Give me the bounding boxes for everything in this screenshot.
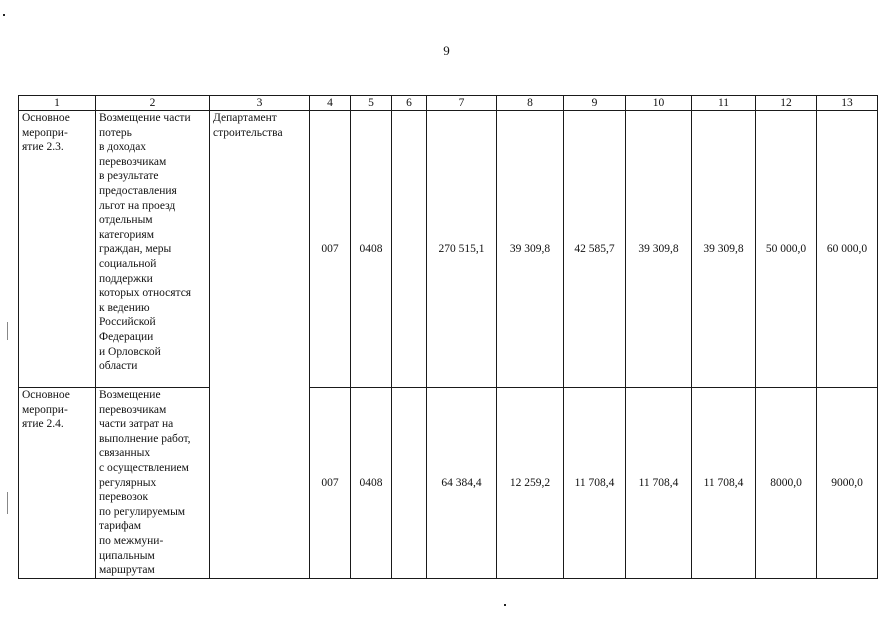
column-header: 10 — [626, 96, 692, 111]
table-row — [19, 388, 878, 579]
scan-artifact-mark — [7, 492, 8, 514]
value-cell-12: 8000,0 — [756, 388, 817, 579]
column-header: 1 — [19, 96, 96, 111]
page-number: 9 — [443, 43, 450, 58]
value-cell-7: 270 515,1 — [427, 111, 497, 388]
column-header: 4 — [310, 96, 351, 111]
description-cell: Возмещение части потерь в доходах перевозчикам в результате предоставления льгот на проезд отдельным категориям граждан, меры социальной поддержки которых относятся к ведению Российской Федерации и Орловской области — [96, 111, 210, 388]
column-header: 9 — [564, 96, 626, 111]
department-cell: Департамент строительства — [210, 111, 310, 579]
value-cell-10: 39 309,8 — [626, 111, 692, 388]
value-cell-12: 50 000,0 — [756, 111, 817, 388]
value-cell-11: 11 708,4 — [692, 388, 756, 579]
column-header: 8 — [497, 96, 564, 111]
value-cell-4: 007 — [310, 388, 351, 579]
description-cell: Возмещение перевозчикам части затрат на выполнение работ, связанных с осуществлением регулярных перевозок по регулируемым тарифам по межмуни- ципальным маршрутам — [96, 388, 210, 579]
value-cell-5: 0408 — [351, 388, 392, 579]
value-cell-8: 39 309,8 — [497, 111, 564, 388]
event-cell: Основное меропри- ятие 2.4. — [19, 388, 96, 579]
column-header: 3 — [210, 96, 310, 111]
column-header: 11 — [692, 96, 756, 111]
column-number-row — [19, 96, 878, 111]
scan-artifact-dot — [3, 14, 5, 16]
value-cell-6 — [392, 111, 427, 388]
value-cell-13: 60 000,0 — [817, 111, 878, 388]
value-cell-9: 11 708,4 — [564, 388, 626, 579]
scan-artifact-dot — [504, 604, 506, 606]
value-cell-5: 0408 — [351, 111, 392, 388]
value-cell-8: 12 259,2 — [497, 388, 564, 579]
value-cell-9: 42 585,7 — [564, 111, 626, 388]
value-cell-13: 9000,0 — [817, 388, 878, 579]
scan-artifact-mark — [7, 322, 8, 340]
value-cell-4: 007 — [310, 111, 351, 388]
table-row — [19, 111, 878, 388]
value-cell-10: 11 708,4 — [626, 388, 692, 579]
column-header: 12 — [756, 96, 817, 111]
column-header: 5 — [351, 96, 392, 111]
value-cell-11: 39 309,8 — [692, 111, 756, 388]
budget-table — [18, 95, 878, 579]
value-cell-6 — [392, 388, 427, 579]
column-header: 6 — [392, 96, 427, 111]
event-cell: Основное меропри- ятие 2.3. — [19, 111, 96, 388]
column-header: 7 — [427, 96, 497, 111]
column-header: 2 — [96, 96, 210, 111]
value-cell-7: 64 384,4 — [427, 388, 497, 579]
column-header: 13 — [817, 96, 878, 111]
